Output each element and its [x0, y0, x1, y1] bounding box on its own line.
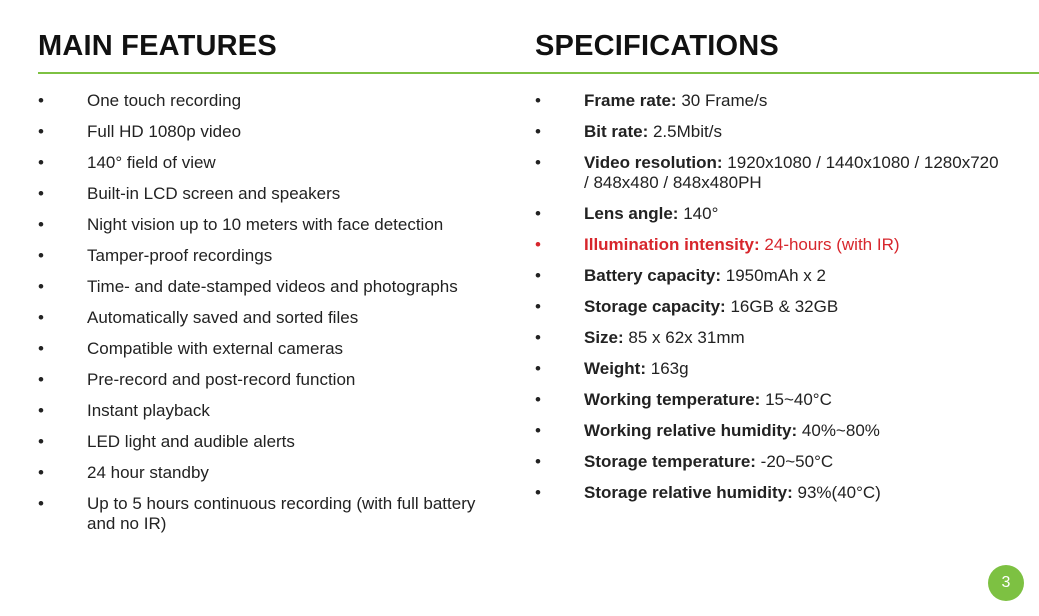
- main-features-heading: MAIN FEATURES: [38, 30, 277, 62]
- feature-item: [38, 494, 477, 534]
- feature-item: [38, 401, 477, 421]
- feature-item: [38, 339, 477, 359]
- spec-value: 140°: [683, 204, 719, 223]
- bullet-icon: •: [535, 452, 541, 471]
- bullet-icon: •: [38, 215, 44, 234]
- spec-label: Illumination intensity:: [584, 235, 760, 254]
- feature-text: Time- and date-stamped videos and photographs: [87, 277, 458, 296]
- feature-item: [38, 153, 477, 173]
- bullet-icon: •: [535, 359, 541, 378]
- feature-item: [38, 463, 477, 483]
- spec-item-working-temperature: [535, 390, 1004, 410]
- bullet-icon: •: [535, 235, 541, 254]
- bullet-icon: •: [535, 153, 541, 172]
- feature-text: LED light and audible alerts: [87, 432, 295, 451]
- bullet-icon: •: [38, 91, 44, 110]
- bullet-icon: •: [38, 184, 44, 203]
- feature-item: [38, 215, 477, 235]
- spec-item-battery-capacity: [535, 266, 1004, 286]
- bullet-icon: •: [535, 122, 541, 141]
- spec-value: 16GB & 32GB: [730, 297, 839, 316]
- spec-label: Storage capacity:: [584, 297, 726, 316]
- spec-label: Storage temperature:: [584, 452, 756, 471]
- bullet-icon: •: [38, 246, 44, 265]
- feature-text: Full HD 1080p video: [87, 122, 242, 141]
- spec-value: 40%~80%: [801, 421, 880, 440]
- spec-item-storage-capacity: [535, 297, 1004, 317]
- bullet-icon: •: [38, 463, 44, 482]
- specifications-heading: SPECIFICATIONS: [535, 30, 779, 62]
- spec-value: 2.5Mbit/s: [652, 122, 722, 141]
- feature-item: [38, 246, 477, 266]
- specifications-list: [535, 91, 1004, 514]
- bullet-icon: •: [38, 401, 44, 420]
- feature-item: [38, 277, 477, 297]
- spec-label: Weight:: [584, 359, 647, 378]
- features-list: [38, 91, 477, 545]
- spec-value: 93%(40°C): [797, 483, 881, 502]
- bullet-icon: •: [38, 370, 44, 389]
- feature-text: Pre-record and post-record function: [87, 370, 356, 389]
- spec-value: 30 Frame/s: [681, 91, 768, 110]
- feature-text: 24 hour standby: [87, 463, 209, 482]
- feature-text: Automatically saved and sorted files: [87, 308, 359, 327]
- spec-value: 85 x 62x 31mm: [628, 328, 745, 347]
- spec-item-working-humidity: [535, 421, 1004, 441]
- feature-text: One touch recording: [87, 91, 242, 110]
- bullet-icon: •: [535, 91, 541, 110]
- bullet-icon: •: [535, 328, 541, 347]
- spec-value: 15~40°C: [765, 390, 832, 409]
- spec-label: Working relative humidity:: [584, 421, 798, 440]
- spec-value: 1920x1080 / 1440x1080 / 1280x720 / 848x480 / 848x480PH: [584, 153, 999, 192]
- feature-text: Compatible with external cameras: [87, 339, 344, 358]
- feature-item: [38, 184, 477, 204]
- bullet-icon: •: [535, 204, 541, 223]
- spec-item-size: [535, 328, 1004, 348]
- page-number-badge: 3: [988, 565, 1024, 601]
- bullet-icon: •: [38, 277, 44, 296]
- bullet-icon: •: [38, 339, 44, 358]
- feature-text: Instant playback: [87, 401, 210, 420]
- feature-item: [38, 370, 477, 390]
- spec-value: -20~50°C: [760, 452, 834, 471]
- spec-label: Working temperature:: [584, 390, 761, 409]
- bullet-icon: •: [38, 494, 44, 513]
- feature-text: 140° field of view: [87, 153, 216, 172]
- bullet-icon: •: [535, 421, 541, 440]
- feature-item: [38, 308, 477, 328]
- spec-item-storage-temperature: [535, 452, 1004, 472]
- spec-value: 24-hours (with IR): [764, 235, 900, 254]
- spec-item-lens-angle: [535, 204, 1004, 224]
- spec-label: Size:: [584, 328, 624, 347]
- feature-item: [38, 91, 477, 111]
- spec-item-illumination-intensity: [535, 235, 1004, 255]
- feature-item: [38, 432, 477, 452]
- spec-label: Bit rate:: [584, 122, 649, 141]
- spec-label: Video resolution:: [584, 153, 723, 172]
- spec-value: 163g: [650, 359, 689, 378]
- spec-label: Storage relative humidity:: [584, 483, 793, 502]
- bullet-icon: •: [535, 483, 541, 502]
- heading-divider: [38, 72, 1039, 74]
- spec-item-bit-rate: [535, 122, 1004, 142]
- spec-item-video-resolution: [535, 153, 1004, 193]
- spec-label: Lens angle:: [584, 204, 679, 223]
- feature-text: Up to 5 hours continuous recording (with full battery and no IR): [87, 494, 476, 533]
- bullet-icon: •: [38, 432, 44, 451]
- bullet-icon: •: [535, 297, 541, 316]
- feature-text: Built-in LCD screen and speakers: [87, 184, 341, 203]
- bullet-icon: •: [38, 308, 44, 327]
- spec-item-frame-rate: [535, 91, 1004, 111]
- bullet-icon: •: [535, 266, 541, 285]
- feature-text: Night vision up to 10 meters with face detection: [87, 215, 444, 234]
- spec-label: Frame rate:: [584, 91, 677, 110]
- spec-item-storage-humidity: [535, 483, 1004, 503]
- bullet-icon: •: [535, 390, 541, 409]
- spec-label: Battery capacity:: [584, 266, 722, 285]
- feature-text: Tamper-proof recordings: [87, 246, 273, 265]
- spec-item-weight: [535, 359, 1004, 379]
- spec-value: 1950mAh x 2: [725, 266, 826, 285]
- bullet-icon: •: [38, 153, 44, 172]
- feature-item: [38, 122, 477, 142]
- bullet-icon: •: [38, 122, 44, 141]
